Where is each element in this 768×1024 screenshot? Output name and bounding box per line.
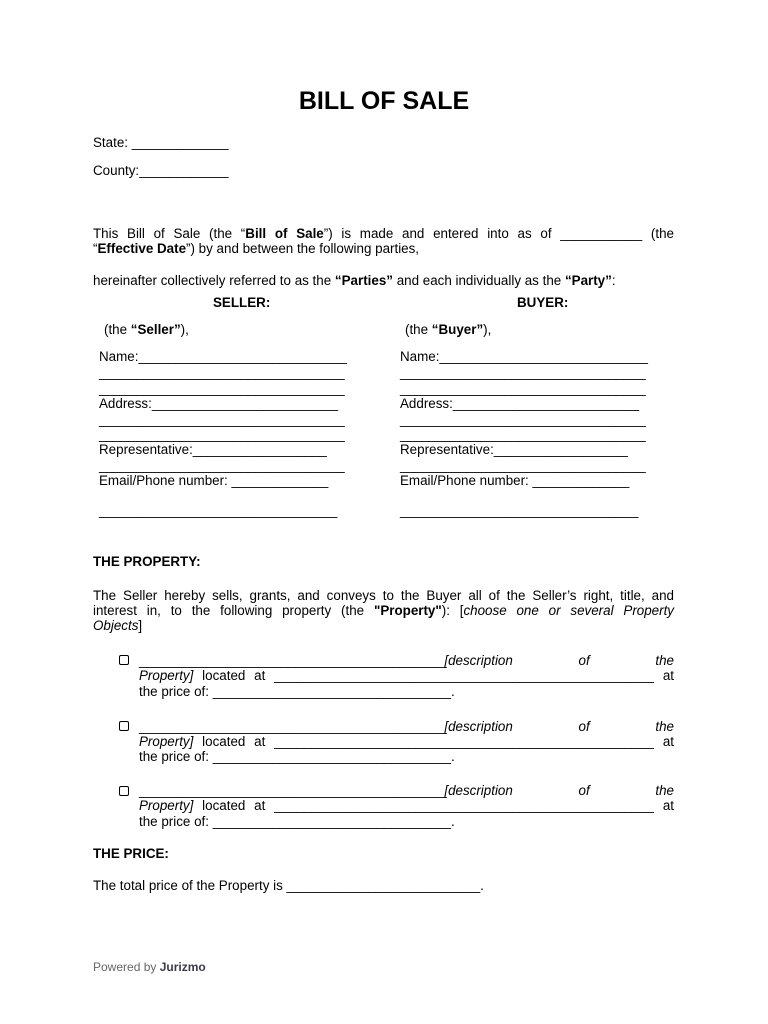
property-item-blank: _________________________________________ bbox=[139, 783, 445, 798]
buyer-heading: BUYER: bbox=[517, 295, 569, 310]
property-para-line-1: The Seller hereby sells, grants, and conveys to the Buyer all of the Seller’s right, title, and bbox=[93, 588, 674, 603]
parties-text-a: hereinafter collectively referred to as the bbox=[93, 273, 335, 288]
county-field[interactable]: County:____________ bbox=[93, 163, 229, 178]
buyer-line[interactable]: _________________________________ bbox=[400, 412, 646, 427]
buyer-name-field[interactable]: Name:____________________________ bbox=[400, 349, 648, 364]
price-text[interactable]: The total price of the Property is __________________________. bbox=[93, 878, 484, 893]
property-item-prop: Property] bbox=[139, 668, 194, 683]
property-item-desc: [description of the bbox=[444, 719, 674, 734]
intro-line-2 bbox=[93, 241, 419, 257]
intro-bold-bill: Bill of Sale bbox=[245, 226, 324, 241]
seller-line[interactable]: _________________________________ bbox=[99, 427, 345, 442]
buyer-email-field[interactable]: Email/Phone number: _____________ bbox=[400, 473, 630, 488]
property-checkbox-2[interactable] bbox=[119, 721, 129, 731]
jurizmo-logo: Jurizmo bbox=[159, 960, 206, 974]
property-item-2-line-1[interactable] bbox=[139, 719, 674, 735]
property-para-bracket: ): [ bbox=[441, 603, 464, 618]
property-item-located: located at ___________________________________________________ at bbox=[193, 734, 674, 749]
seller-line[interactable]: _________________________________ bbox=[99, 458, 345, 473]
powered-text: Powered by bbox=[93, 960, 160, 974]
property-item-blank: _________________________________________ bbox=[139, 719, 445, 734]
seller-email-field[interactable]: Email/Phone number: _____________ bbox=[99, 473, 329, 488]
property-item-1-price[interactable]: the price of: ________________________________. bbox=[139, 684, 455, 699]
property-item-prop: Property] bbox=[139, 798, 194, 813]
intro-text: This Bill of Sale (the “ bbox=[93, 226, 246, 241]
seller-heading: SELLER: bbox=[213, 295, 271, 310]
intro-text-end: ”) is made and entered into as of ___________ (the bbox=[323, 226, 674, 241]
property-item-2-price[interactable]: the price of: ________________________________. bbox=[139, 749, 455, 764]
seller-address-field[interactable]: Address:_________________________ bbox=[99, 396, 339, 411]
buyer-representative-field[interactable]: Representative:__________________ bbox=[400, 442, 628, 457]
document-title: BILL OF SALE bbox=[298, 87, 470, 115]
property-bold: "Property" bbox=[373, 603, 442, 618]
buyer-the-a: (the bbox=[405, 322, 432, 337]
parties-line bbox=[93, 273, 616, 289]
seller-signature-line[interactable]: ________________________________ bbox=[99, 503, 338, 518]
property-item-located: located at ___________________________________________________ at bbox=[193, 668, 674, 683]
intro-line-1 bbox=[93, 226, 674, 242]
seller-name-field[interactable]: Name:____________________________ bbox=[99, 349, 347, 364]
powered-by-footer bbox=[93, 960, 206, 974]
property-item-located: located at ___________________________________________________ at bbox=[193, 798, 674, 813]
state-field[interactable]: State: _____________ bbox=[93, 135, 229, 150]
seller-the-c: ), bbox=[180, 322, 189, 337]
property-close-bracket: ] bbox=[138, 618, 143, 633]
buyer-line[interactable]: _________________________________ bbox=[400, 381, 646, 396]
property-para-line-2 bbox=[93, 603, 674, 619]
seller-the-a: (the bbox=[104, 322, 131, 337]
seller-representative-field[interactable]: Representative:__________________ bbox=[99, 442, 327, 457]
seller-line[interactable]: _________________________________ bbox=[99, 365, 345, 380]
property-item-3-line-1[interactable] bbox=[139, 783, 674, 799]
intro-bold-effective: Effective Date bbox=[97, 241, 187, 256]
property-italic: choose one or several Property bbox=[463, 603, 674, 618]
seller-the bbox=[104, 322, 189, 338]
intro-text-2: ”) by and between the following parties, bbox=[186, 241, 420, 256]
property-item-desc: [description of the bbox=[444, 653, 674, 668]
property-item-2-line-2[interactable] bbox=[139, 734, 674, 750]
buyer-the bbox=[405, 322, 491, 338]
buyer-the-b: “Buyer” bbox=[431, 322, 484, 337]
parties-text-c: and each individually as the bbox=[392, 273, 565, 288]
buyer-line[interactable]: _________________________________ bbox=[400, 458, 646, 473]
property-para-line-3 bbox=[93, 618, 142, 634]
property-item-1-line-2[interactable] bbox=[139, 668, 674, 684]
property-checkbox-1[interactable] bbox=[119, 655, 129, 665]
intro-quote: “ bbox=[93, 241, 98, 256]
buyer-line[interactable]: _________________________________ bbox=[400, 365, 646, 380]
buyer-the-c: ), bbox=[483, 322, 492, 337]
seller-the-b: “Seller” bbox=[130, 322, 181, 337]
buyer-line[interactable]: _________________________________ bbox=[400, 427, 646, 442]
party-bold: “Party” bbox=[564, 273, 612, 288]
property-item-3-price[interactable]: the price of: ________________________________. bbox=[139, 814, 455, 829]
seller-line[interactable]: _________________________________ bbox=[99, 381, 345, 396]
property-para-text: interest in, to the following property (the bbox=[93, 603, 374, 618]
property-heading: THE PROPERTY: bbox=[93, 554, 201, 569]
parties-bold: “Parties” bbox=[334, 273, 393, 288]
price-heading: THE PRICE: bbox=[93, 846, 169, 861]
buyer-address-field[interactable]: Address:_________________________ bbox=[400, 396, 640, 411]
property-objects-italic: Objects bbox=[93, 618, 139, 633]
property-item-blank: _________________________________________ bbox=[139, 653, 445, 668]
buyer-signature-line[interactable]: ________________________________ bbox=[400, 503, 639, 518]
property-item-1-line-1[interactable] bbox=[139, 653, 674, 669]
parties-text-e: : bbox=[611, 273, 616, 288]
property-item-3-line-2[interactable] bbox=[139, 798, 674, 814]
property-item-desc: [description of the bbox=[444, 783, 674, 798]
property-checkbox-3[interactable] bbox=[119, 786, 129, 796]
property-item-prop: Property] bbox=[139, 734, 194, 749]
seller-line[interactable]: _________________________________ bbox=[99, 412, 345, 427]
